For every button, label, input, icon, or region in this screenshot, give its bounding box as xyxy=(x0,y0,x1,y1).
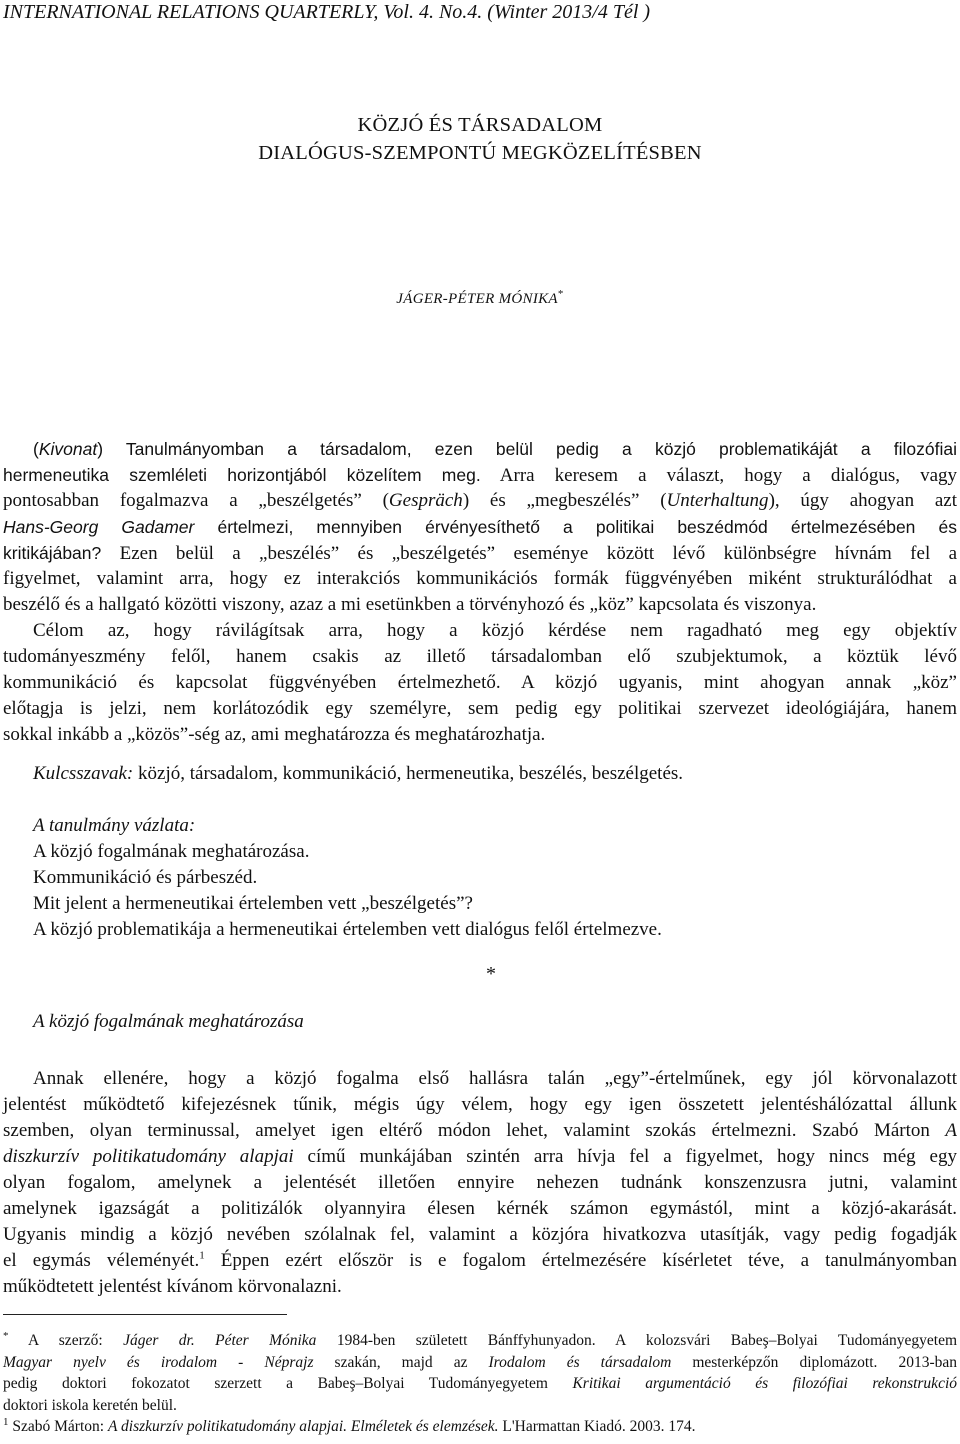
outline-item: A közjó fogalmának meghatározása. xyxy=(33,841,310,862)
article-title-line-2: DIALÓGUS-SZEMPONTÚ MEGKÖZELÍTÉSBEN xyxy=(258,142,702,164)
footnote-line: $^1$ Szabó Márton: A diszkurzív politikatudomány alapjai. Elméletek és elemzések. L'Harmattan Kiadó. 2003. 174. xyxy=(3,1415,696,1435)
body-line: amelynek igazságát a politizálók olyannyira élesen kérnék számon egymástól, mint a közjó-akarását. xyxy=(3,1198,957,1219)
outline-item: Kommunikáció és párbeszéd. xyxy=(33,867,258,888)
keywords-text: közjó, társadalom, kommunikáció, hermeneutika, beszélés, beszélgetés. xyxy=(133,763,684,784)
author-footnote-mark: * xyxy=(557,288,564,300)
body-line: Annak ellenére, hogy a közjó fogalma első hallásra talán „egy”-értelműnek, egy jól körvonalazott xyxy=(33,1068,957,1089)
journal-name: INTERNATIONAL RELATIONS QUARTERLY, xyxy=(3,1,379,23)
abstract-line: Célom az, hogy rávilágítsak arra, hogy a közjó kérdése nem ragadható meg egy objektív xyxy=(33,620,957,641)
footnote-line: doktori iskola keretén belül. xyxy=(3,1396,177,1414)
keywords-label: Kulcsszavak: xyxy=(33,763,134,784)
footnote-divider xyxy=(3,1314,287,1315)
journal-issue: Vol. 4. No.4. (Winter 2013/4 Tél ) xyxy=(378,1,651,23)
body-line: szemben, olyan terminussal, amelyet igen eltérő módon lehet, valamint szokás értelmezni. Szabó Márton A xyxy=(3,1120,957,1141)
abstract-line: Hans-Georg Gadamer értelmezi, mennyiben érvényesíthető a politikai beszédmód értelmezésében és xyxy=(3,517,957,537)
body-line: olyan fogalom, amelynek a jelentését illetően ennyire nehezen tudnánk konszenzusra jutni, valamint xyxy=(3,1172,957,1193)
outline-item: Mit jelent a hermeneutikai értelemben vett „beszélgetés”? xyxy=(33,893,473,914)
footnote-ref: 1 xyxy=(199,1249,205,1262)
section-separator: * xyxy=(486,963,496,985)
footnote-line: pedig doktori fokozatot szerzett a Babeş–Bolyai Tudományegyetem Kritikai argumentáció és filozófiai rekonstrukció xyxy=(3,1375,957,1392)
abstract xyxy=(3,436,957,748)
abstract-line: előtagja is jelzi, nem korlátozódik egy személyre, sem pedig egy politikai szervezet ideológiájára, hanem xyxy=(3,698,957,719)
abstract-line: sokkal inkább a „közös”-ség az, ami meghatározza és meghatározhatja. xyxy=(3,724,546,745)
article-title-line-1: KÖZJÓ ÉS TÁRSADALOM xyxy=(357,114,603,136)
abstract-line: kritikájában? Ezen belül a „beszélés” és „beszélgetés” eseménye között lévő különbségre hívnám fel a xyxy=(3,543,957,564)
abstract-label: Kivonat xyxy=(38,439,98,459)
cited-title: diszkurzív politikatudomány alapjai xyxy=(3,1146,294,1167)
abstract-line: tudományeszmény felől, hanem csakis az illető társadalomban elő szubjektumok, a köztük lévő xyxy=(3,646,957,667)
abstract-line: (Kivonat) Tanulmányomban a társadalom, ezen belül pedig a közjó problematikáját a filozófiai xyxy=(33,439,957,459)
body-line: el egymás véleményét.$^1$ Éppen ezért először is e fogalom értelmezésére kísérletet téve, a tanulmányomban xyxy=(3,1249,958,1271)
journal-header xyxy=(3,1,650,24)
abstract-line: kommunikáció és kapcsolat függvényében értelmezhető. A közjó ugyanis, mint ahogyan annak „köz” xyxy=(3,672,957,693)
section-body xyxy=(3,1066,957,1300)
keywords xyxy=(33,761,683,787)
author-name xyxy=(0,288,960,308)
outline-item: A közjó problematikája a hermeneutikai értelemben vett dialógus felől értelmezve. xyxy=(33,919,662,940)
body-line: működtetett jelentést kívánom körvonalazni. xyxy=(3,1276,342,1297)
footnote-line: Magyar nyelv és irodalom - Néprajz szakán, majd az Irodalom és társadalom mesterképzőn diplomázott. 2013-ban xyxy=(3,1353,957,1371)
author-name-text: JÁGER-PÉTER MÓNIKA xyxy=(396,291,558,307)
footnote-line: * A szerző: Jáger dr. Péter Mónika 1984-ben született Bánffyhunyadon. A kolozsvári Babeş–Bolyai Tudományegyetem xyxy=(3,1329,958,1349)
body-line: diszkurzív politikatudomány alapjai című munkájában szintén arra hívja fel a figyelmet, hogy nincs még egy xyxy=(3,1146,957,1167)
body-line: Ugyanis mindig a közjó nevében szólalnak fel, valamint a közjóra hivatkozva utasítják, vagy pedig fogadják xyxy=(3,1224,957,1245)
body-line: jelentést működtető kifejezésnek tűnik, mégis úgy vélem, hogy egy igen összetett jelentéshálózattal állunk xyxy=(3,1094,957,1115)
outline-label: A tanulmány vázlata: xyxy=(33,815,196,836)
abstract-line: figyelmet, valamint arra, hogy ez interakciós kommunikációs formák függvényében miként strukturálódhat a xyxy=(3,568,957,589)
section-heading: A közjó fogalmának meghatározása xyxy=(33,1011,304,1032)
abstract-line: beszélő és a hallgató közötti viszony, azaz a mi esetünkben a törvényhozó és „köz” kapcsolata és viszonya. xyxy=(3,594,817,615)
abstract-line: pontosabban fogalmazva a „beszélgetés” (Gespräch) és „megbeszélés” (Unterhaltung), úgy ahogyan azt xyxy=(3,490,957,511)
footnotes xyxy=(3,1330,957,1438)
abstract-line: hermeneutika szemléleti horizontjából közelítem meg. Arra keresem a választ, hogy a dialógus, vagy xyxy=(3,465,958,486)
